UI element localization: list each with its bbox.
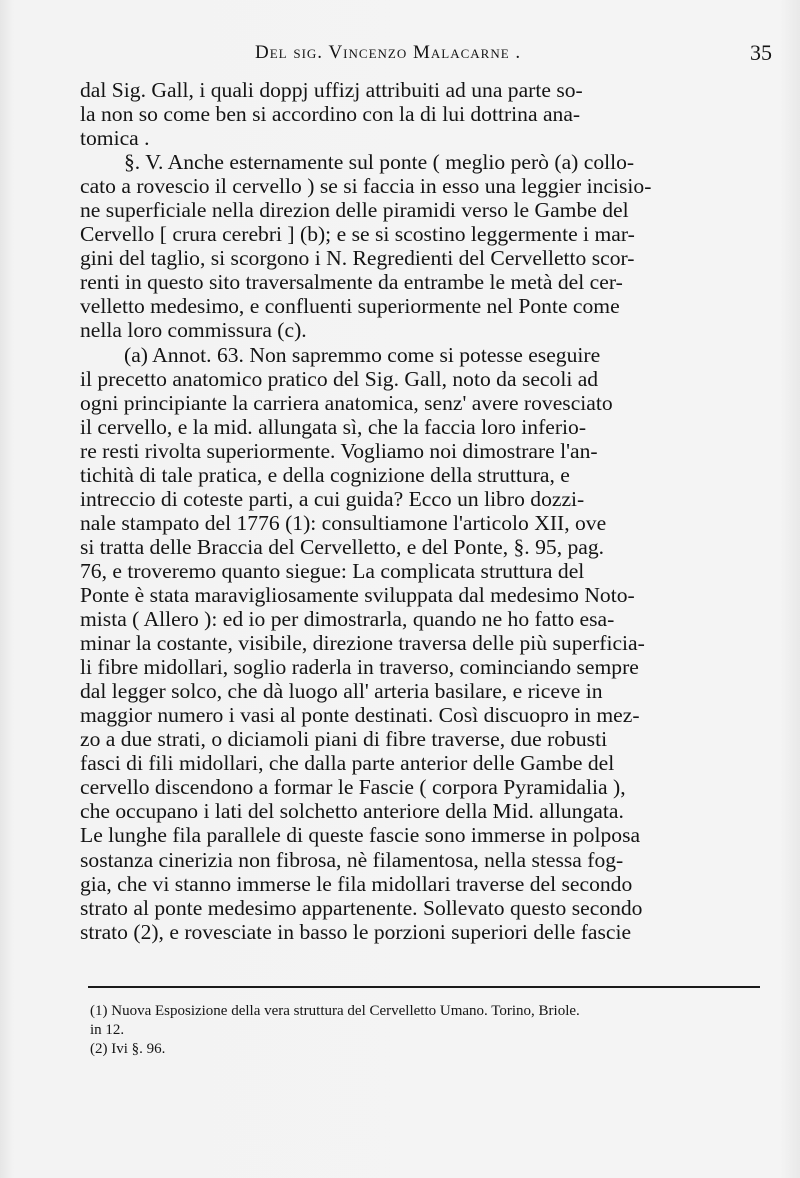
text-line: ne superficiale nella direzion delle piramidi verso le Gambe del <box>80 198 629 223</box>
page-header <box>255 42 772 70</box>
text-line: maggior numero i vasi al ponte destinati. Così discuopro in mez- <box>80 703 640 728</box>
text-line: intreccio di coteste parti, a cui guida? Ecco un libro dozzi- <box>80 486 585 511</box>
footnote-line: in 12. <box>90 1022 125 1038</box>
text-line: cervello discendono a formar le Fascie ( corpora Pyramidalia ), <box>80 775 626 800</box>
text-line: si tratta delle Braccia del Cervelletto, e del Ponte, §. 95, pag. <box>80 534 605 559</box>
text-line: dal legger solco, che dà luogo all' arteria basilare, e riceve in <box>80 679 603 704</box>
text-line: che occupano i lati del solchetto anteriore della Mid. allungata. <box>80 799 624 824</box>
text-line: Cervello [ crura cerebri ] (b); e se si scostino leggermente i mar- <box>80 222 635 247</box>
text-line: la non so come ben si accordino con la di lui dottrina ana- <box>80 102 581 127</box>
text-line: re resti rivolta superiormente. Vogliamo noi dimostrare l'an- <box>80 438 598 463</box>
text-line: fasci di fili midollari, che dalla parte anterior delle Gambe del <box>80 751 615 776</box>
text-line: velletto medesimo, e confluenti superiormente nel Ponte come <box>80 294 620 319</box>
text-line: tomica . <box>80 126 150 151</box>
text-line: Ponte è stata maravigliosamente sviluppata dal medesimo Noto- <box>80 582 635 607</box>
footnotes <box>90 1002 760 1059</box>
body-text <box>80 78 760 944</box>
text-line: nella loro commissura (c). <box>80 318 307 343</box>
text-line: cato a rovescio il cervello ) se si faccia in esso una leggier incisio- <box>80 174 652 199</box>
text-line: mista ( Allero ): ed io per dimostrarla, quando ne ho fatto esa- <box>80 607 615 632</box>
footnote-line: (1) Nuova Esposizione della vera struttura del Cervelletto Umano. Torino, Briole. <box>90 1003 580 1019</box>
text-line: il precetto anatomico pratico del Sig. Gall, noto da secoli ad <box>80 366 599 391</box>
text-line: il cervello, e la mid. allungata sì, che la faccia loro inferio- <box>80 414 587 439</box>
text-line: minar la costante, visibile, direzione traversa delle più superficia- <box>80 631 645 656</box>
text-line: 76, e troveremo quanto siegue: La complicata struttura del <box>80 558 585 583</box>
text-line: §. V. Anche esternamente sul ponte ( meglio però (a) collo- <box>124 150 635 175</box>
text-line: gia, che vi stanno immerse le fila midollari traverse del secondo <box>80 871 633 896</box>
text-line: zo a due strati, o diciamoli piani di fibre traverse, due robusti <box>80 727 608 752</box>
text-line: (a) Annot. 63. Non sapremmo come si potesse eseguire <box>124 342 601 367</box>
running-head: Del sig. Vincenzo Malacarne . <box>255 42 522 63</box>
text-line: tichità di tale pratica, e della cognizione della struttura, e <box>80 462 570 487</box>
text-line: Le lunghe fila parallele di queste fascie sono immerse in polposa <box>80 823 641 848</box>
footnote-rule <box>88 986 760 988</box>
text-line: nale stampato del 1776 (1): consultiamone l'articolo XII, ove <box>80 510 607 535</box>
page-number: 35 <box>750 40 772 65</box>
text-line: li fibre midollari, soglio raderla in traverso, cominciando sempre <box>80 655 639 680</box>
text-line: dal Sig. Gall, i quali doppj uffizj attribuiti ad una parte so- <box>80 78 583 102</box>
text-line: strato al ponte medesimo appartenente. Sollevato questo secondo <box>80 895 643 920</box>
text-line: ogni principiante la carriera anatomica, senz' avere rovesciato <box>80 390 613 415</box>
footnote-line: (2) Ivi §. 96. <box>90 1041 166 1057</box>
text-line: strato (2), e rovesciate in basso le porzioni superiori delle fascie <box>80 919 632 944</box>
text-line: gini del taglio, si scorgono i N. Regredienti del Cervelletto scor- <box>80 246 635 271</box>
text-line: sostanza cinerizia non fibrosa, nè filamentosa, nella stessa fog- <box>80 847 624 872</box>
text-line: renti in questo sito traversalmente da entrambe le metà del cer- <box>80 270 623 295</box>
